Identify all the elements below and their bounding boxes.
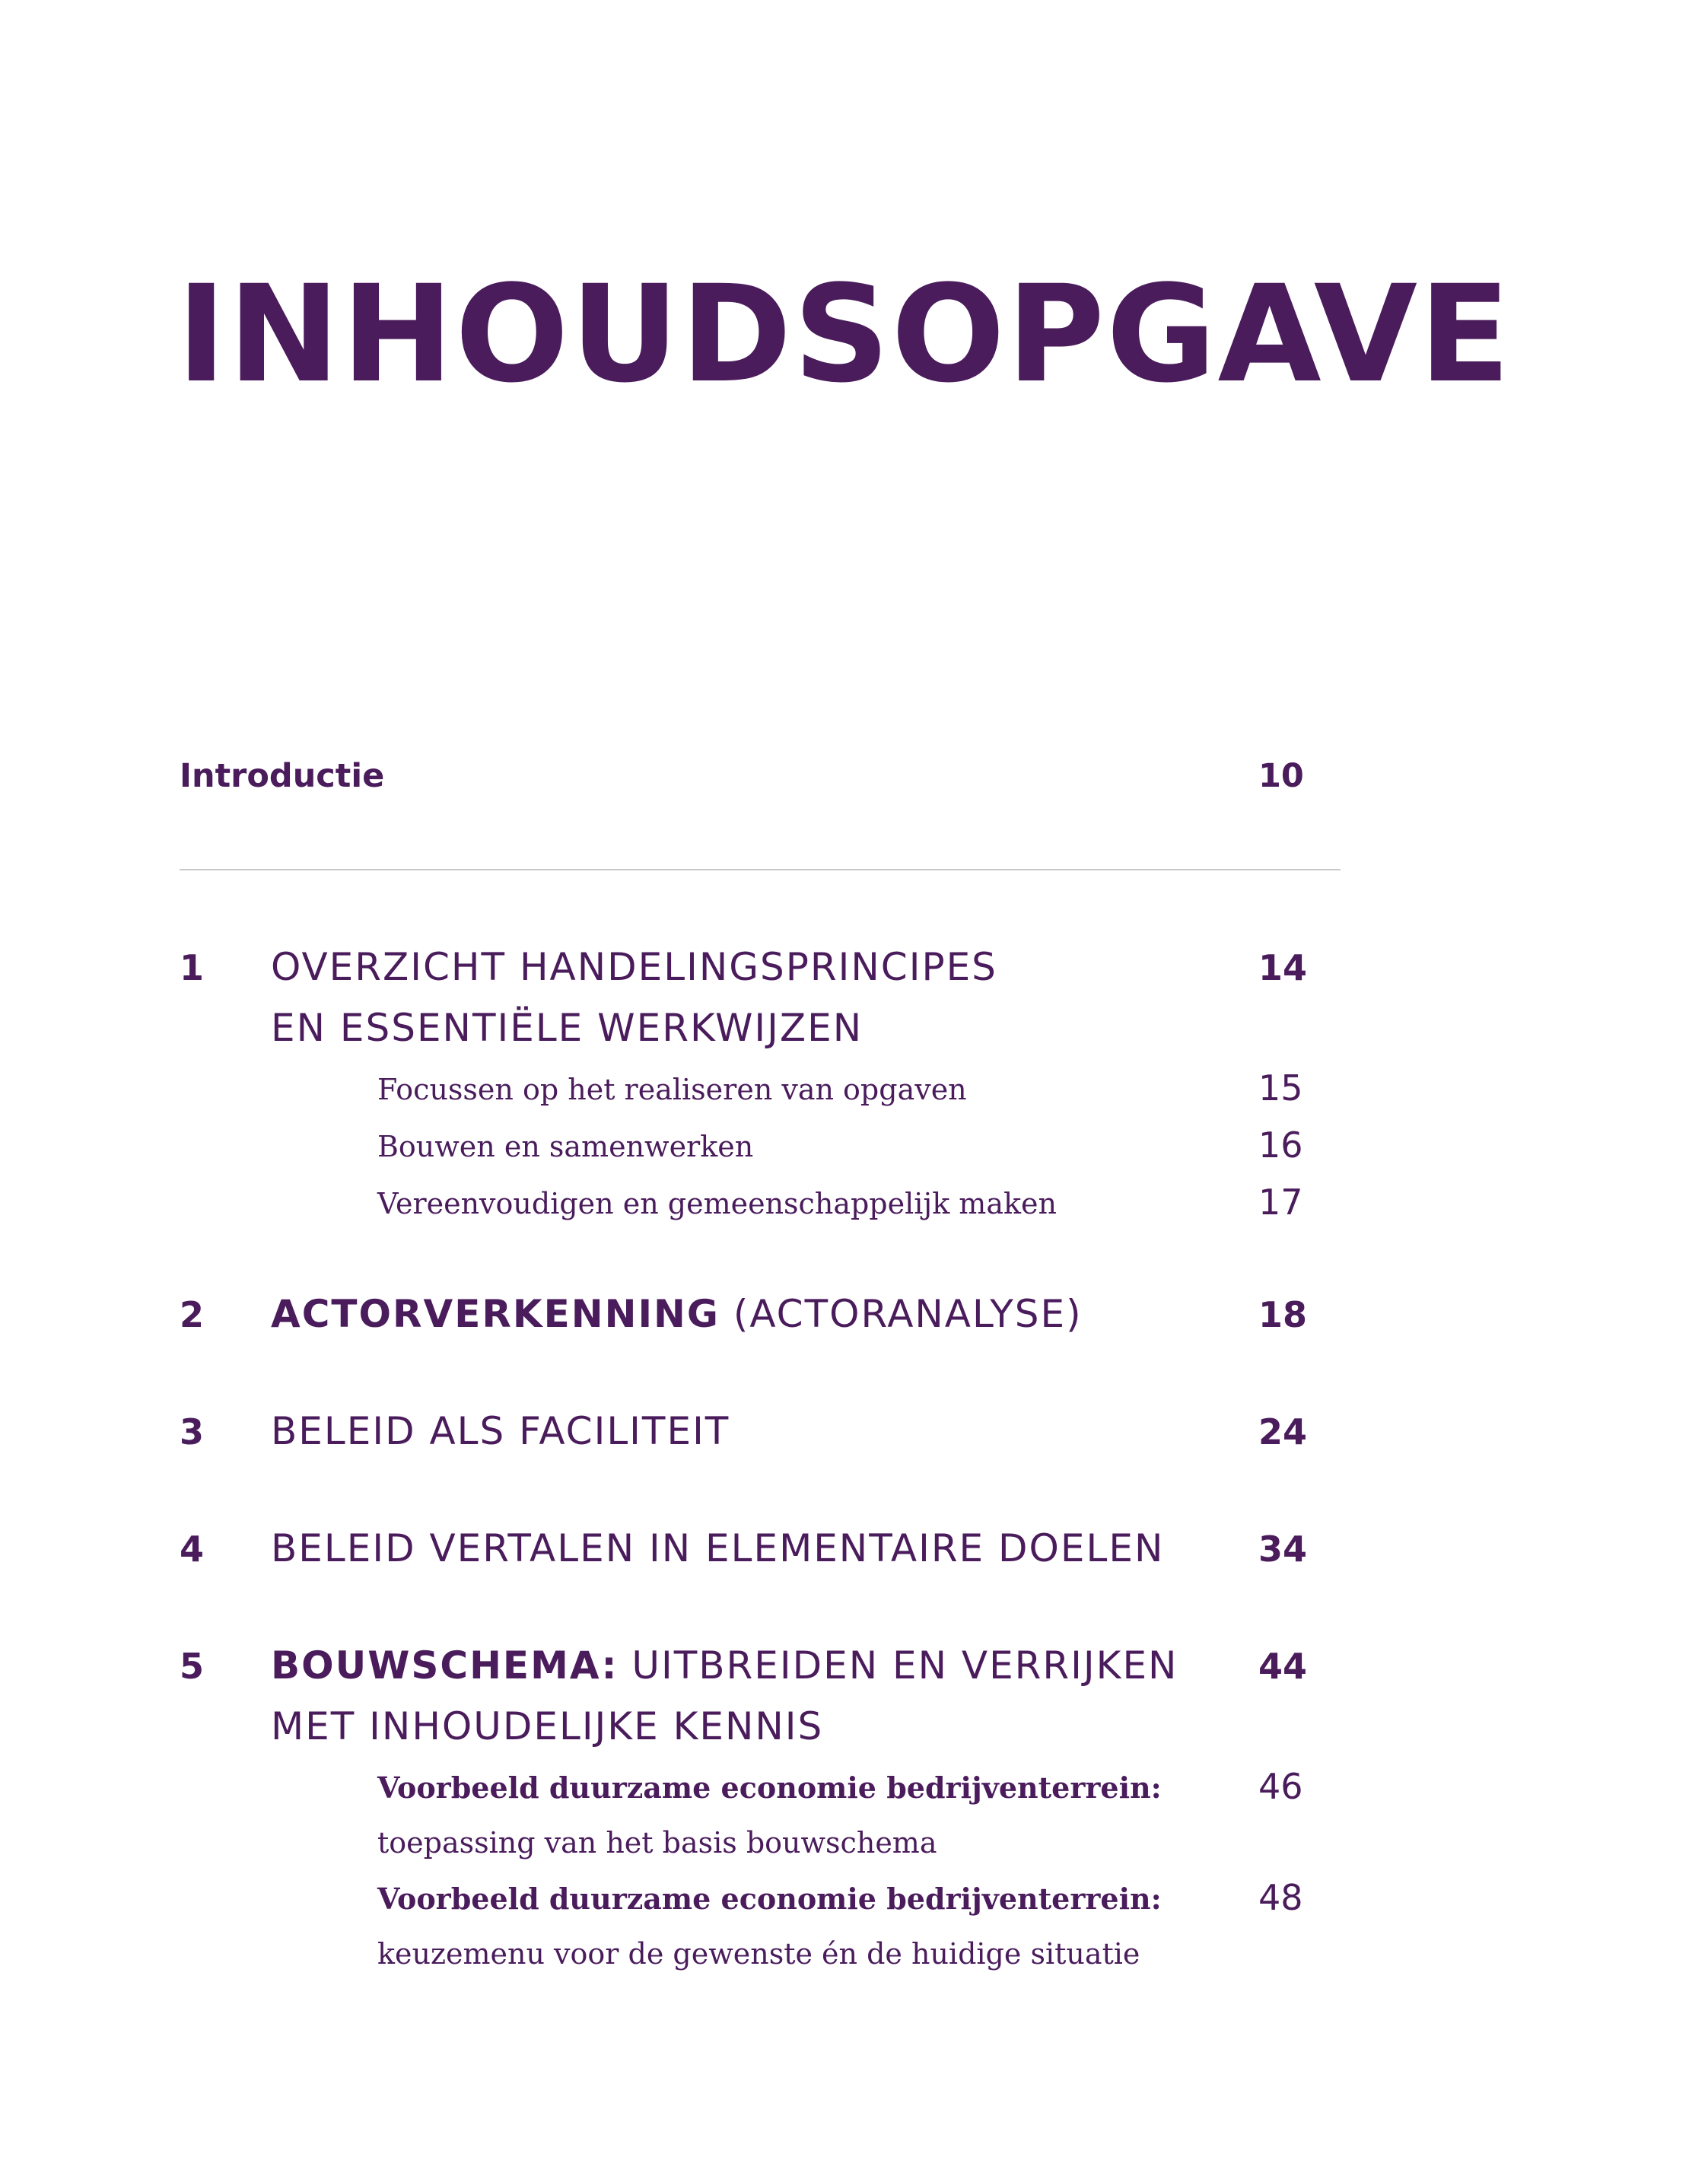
chapter-title-light: MET INHOUDELIJKE KENNIS (271, 1704, 824, 1748)
page-title: INHOUDSOPGAVE (177, 256, 1512, 412)
chapter-title-strong: ACTORVERKENNING (271, 1292, 720, 1336)
chapter-title-light: (ACTORANALYSE) (719, 1292, 1083, 1336)
chapter-number: 1 (180, 947, 205, 988)
chapter-page-number: 44 (1258, 1646, 1308, 1687)
chapter-page-number: 24 (1258, 1411, 1308, 1452)
chapter-title-light: UITBREIDEN EN VERRIJKEN (618, 1643, 1178, 1688)
toc-page-number: 10 (1258, 757, 1304, 795)
chapter-title-line[interactable] (271, 1523, 1164, 1573)
chapter-title-line[interactable] (271, 1701, 823, 1751)
chapter-title-light: OVERZICHT HANDELINGSPRINCIPES (271, 945, 997, 989)
subsection-title[interactable]: Voorbeeld duurzame economie bedrijventerrein: (377, 1770, 1162, 1805)
subsection-title[interactable]: Vereenvoudigen en gemeenschappelijk maken (377, 1187, 1057, 1220)
subsection-title[interactable]: Bouwen en samenwerken (377, 1130, 754, 1163)
chapter-title-light: EN ESSENTIËLE WERKWIJZEN (271, 1006, 864, 1050)
chapter-number: 2 (180, 1294, 205, 1335)
chapter-number: 3 (180, 1411, 205, 1452)
chapter-title-strong: BOUWSCHEMA: (271, 1643, 619, 1688)
chapter-title-line[interactable] (271, 1289, 1083, 1339)
chapter-page-number: 14 (1258, 947, 1308, 988)
chapter-page-number: 34 (1258, 1529, 1308, 1570)
chapter-number: 4 (180, 1529, 205, 1570)
subsection-title[interactable]: Focussen op het realiseren van opgaven (377, 1073, 967, 1106)
chapter-title-light: BELEID ALS FACILITEIT (271, 1409, 730, 1453)
chapter-title-light: BELEID VERTALEN IN ELEMENTAIRE DOELEN (271, 1526, 1165, 1570)
subsection-title[interactable]: Voorbeeld duurzame economie bedrijventerrein: (377, 1882, 1162, 1916)
subsection-page-number: 48 (1258, 1877, 1303, 1918)
subsection-page-number: 17 (1258, 1182, 1303, 1223)
chapter-title-line[interactable] (271, 1406, 730, 1456)
subsection-page-number: 16 (1258, 1125, 1303, 1166)
subsection-page-number: 46 (1258, 1766, 1303, 1807)
subsection-subtitle: keuzemenu voor de gewenste én de huidige situatie (377, 1937, 1140, 1971)
subsection-subtitle: toepassing van het basis bouwschema (377, 1826, 937, 1860)
toc-entry-introductie[interactable]: Introductie (180, 757, 385, 795)
chapter-title-line[interactable] (271, 942, 997, 992)
chapter-title-line[interactable] (271, 1640, 1178, 1691)
subsection-page-number: 15 (1258, 1067, 1303, 1109)
chapter-title-line[interactable] (271, 1003, 863, 1053)
divider (180, 869, 1341, 870)
chapter-number: 5 (180, 1646, 205, 1687)
chapter-page-number: 18 (1258, 1294, 1308, 1335)
